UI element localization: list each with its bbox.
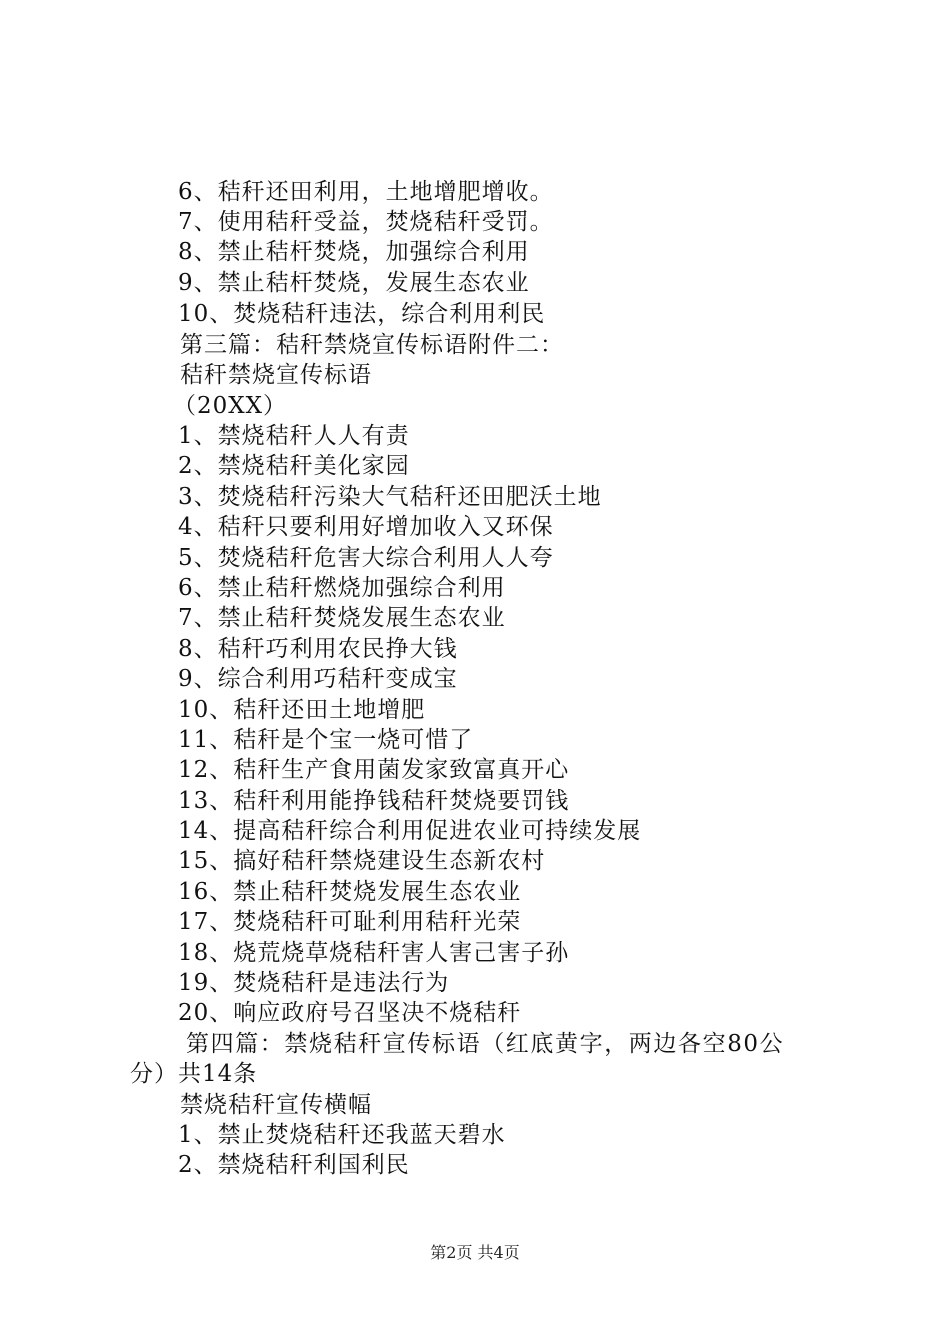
list-item: 12、秸秆生产食用菌发家致富真开心 — [178, 757, 570, 783]
list-item: 17、焚烧秸秆可耻利用秸秆光荣 — [178, 909, 522, 935]
list-item: 8、秸秆巧利用农民挣大钱 — [178, 636, 458, 662]
list-item: 1、禁止焚烧秸秆还我蓝天碧水 — [178, 1122, 506, 1148]
list-item: 6、禁止秸秆燃烧加强综合利用 — [178, 575, 506, 601]
list-item: 1、禁烧秸秆人人有责 — [178, 423, 410, 449]
list-item: 2、禁烧秸秆利国利民 — [178, 1152, 410, 1178]
list-item: 14、提高秸秆综合利用促进农业可持续发展 — [178, 818, 642, 844]
slogan-line-8: 8、禁止秸杆焚烧，加强综合利用 — [178, 239, 530, 265]
list-item: 18、烧荒烧草烧秸秆害人害己害子孙 — [178, 940, 570, 966]
list-item: 7、禁止秸秆焚烧发展生态农业 — [178, 605, 506, 631]
list-item: 2、禁烧秸秆美化家园 — [178, 453, 410, 479]
list-item: 5、焚烧秸秆危害大综合利用人人夸 — [178, 545, 554, 571]
list-item: 16、禁止秸秆焚烧发展生态农业 — [178, 879, 522, 905]
section-heading-part-three: 第三篇：秸秆禁烧宣传标语附件二： — [180, 332, 564, 358]
list-item: 20、响应政府号召坚决不烧秸秆 — [178, 1000, 522, 1026]
section-heading-part-four: 第四篇：禁烧秸秆宣传标语（红底黄字，两边各空80公 — [186, 1031, 785, 1057]
list-item: 3、焚烧秸秆污染大气秸秆还田肥沃土地 — [178, 484, 602, 510]
banner-section-title: 禁烧秸秆宣传横幅 — [180, 1092, 372, 1118]
section-heading-part-four-continued: 分）共14条 — [130, 1061, 258, 1087]
list-item: 10、秸秆还田土地增肥 — [178, 697, 426, 723]
section-year: （20XX） — [173, 393, 288, 419]
slogan-line-9: 9、禁止秸杆焚烧，发展生态农业 — [178, 270, 530, 296]
page-number-footer: 第2页 共4页 — [430, 1243, 520, 1262]
slogan-line-6: 6、秸秆还田利用，土地增肥增收。 — [178, 179, 554, 205]
section-title: 秸秆禁烧宣传标语 — [180, 362, 372, 388]
slogan-line-10: 10、焚烧秸秆违法，综合利用利民 — [178, 301, 546, 327]
list-item: 9、综合利用巧秸秆变成宝 — [178, 666, 458, 692]
list-item: 19、焚烧秸秆是违法行为 — [178, 970, 450, 996]
slogan-line-7: 7、使用秸秆受益，焚烧秸秆受罚。 — [178, 209, 554, 235]
list-item: 15、搞好秸秆禁烧建设生态新农村 — [178, 848, 546, 874]
list-item: 13、秸秆利用能挣钱秸秆焚烧要罚钱 — [178, 788, 570, 814]
list-item: 4、秸秆只要利用好增加收入又环保 — [178, 514, 554, 540]
list-item: 11、秸秆是个宝一烧可惜了 — [178, 727, 474, 753]
